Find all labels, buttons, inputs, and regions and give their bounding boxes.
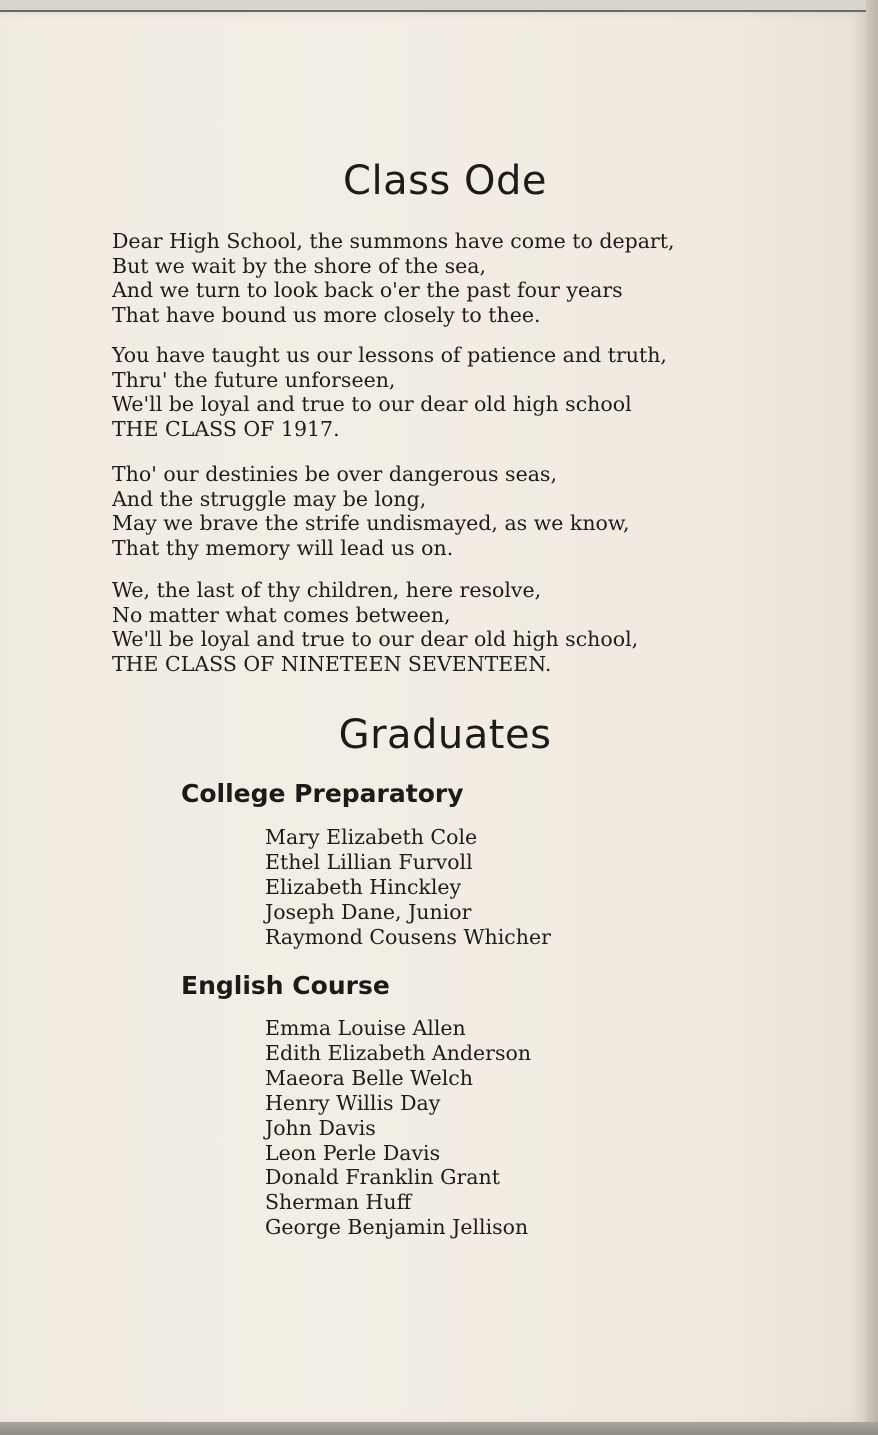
- ode-stanza-2: [112, 343, 667, 441]
- graduate-name: Edith Elizabeth Anderson: [265, 1040, 532, 1065]
- class-ode-title: Class Ode: [343, 158, 547, 204]
- graduate-name: Donald Franklin Grant: [265, 1165, 500, 1190]
- graduate-name: Mary Elizabeth Cole: [265, 825, 478, 849]
- ode-line: And we turn to look back o'er the past four years: [112, 278, 623, 303]
- ode-line: That have bound us more closely to thee.: [112, 302, 541, 327]
- ode-line: That thy memory will lead us on.: [112, 535, 454, 560]
- graduate-name: Henry Willis Day: [265, 1090, 441, 1115]
- ode-line: Thru' the future unforseen,: [112, 367, 396, 392]
- english-course-list: [265, 1016, 531, 1240]
- graduate-name: Maeora Belle Welch: [265, 1065, 473, 1090]
- graduate-name: Leon Perle Davis: [265, 1140, 441, 1165]
- ode-line: But we wait by the shore of the sea,: [112, 253, 487, 278]
- ode-line: We'll be loyal and true to our dear old high school,: [112, 627, 639, 652]
- college-preparatory-heading: College Preparatory: [181, 779, 464, 808]
- college-preparatory-list: [265, 825, 551, 950]
- ode-line: Tho' our destinies be over dangerous seas,: [112, 462, 557, 486]
- page-bottom-edge: [0, 1422, 878, 1435]
- graduate-name: Raymond Cousens Whicher: [265, 924, 551, 949]
- ode-line: THE CLASS OF 1917.: [112, 416, 340, 441]
- graduates-title: Graduates: [338, 712, 552, 758]
- ode-stanza-3: [112, 462, 630, 560]
- ode-line: No matter what comes between,: [112, 602, 451, 627]
- graduate-name: Sherman Huff: [265, 1190, 412, 1215]
- graduate-name: Ethel Lillian Furvoll: [265, 849, 473, 874]
- ode-stanza-1: [112, 229, 674, 327]
- graduate-name: Elizabeth Hinckley: [265, 874, 462, 899]
- english-course-heading: English Course: [181, 971, 390, 1000]
- ode-line: You have taught us our lessons of patience and truth,: [112, 343, 667, 367]
- ode-line: And the struggle may be long,: [112, 486, 427, 511]
- ode-line: Dear High School, the summons have come to depart,: [112, 229, 675, 253]
- ode-line: We'll be loyal and true to our dear old high school: [112, 392, 632, 417]
- ode-line: THE CLASS OF NINETEEN SEVENTEEN.: [112, 651, 552, 676]
- ode-line: We, the last of thy children, here resolve,: [112, 578, 542, 602]
- graduate-name: Emma Louise Allen: [265, 1016, 466, 1040]
- ode-stanza-4: [112, 578, 638, 676]
- graduate-name: George Benjamin Jellison: [265, 1215, 529, 1240]
- graduate-name: Joseph Dane, Junior: [265, 899, 472, 924]
- graduate-name: John Davis: [265, 1115, 376, 1140]
- ode-line: May we brave the strife undismayed, as we know,: [112, 511, 630, 536]
